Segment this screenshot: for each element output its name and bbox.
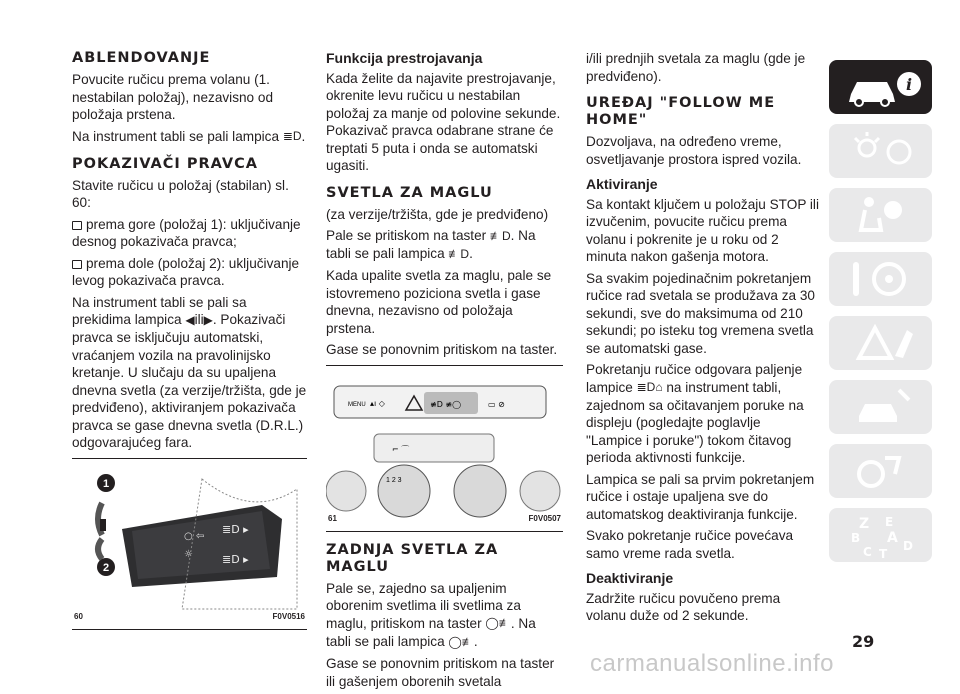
section-heading-ablendovanje: ABLENDOVANJE (72, 50, 211, 66)
page-number: 29 (852, 632, 875, 651)
bullet-icon (72, 260, 82, 269)
rear-fog-icon: ◯≢ (485, 616, 511, 631)
watermark: carmanualsonline.info (590, 650, 834, 677)
paragraph: Pale se pritiskom na taster ≢D. Na tabli se pali lampica ≢D. (326, 227, 563, 263)
index-letter: A (887, 530, 898, 546)
figure-61 (326, 365, 563, 532)
chapter-tabs (829, 60, 932, 572)
dashboard-lights-icon (829, 124, 932, 178)
subheading-aktiviranje: Aktiviranje (586, 176, 658, 192)
index-letter: B (851, 531, 861, 545)
index-letter: C (863, 545, 872, 559)
svg-text:⌐ ⌒: ⌐ ⌒ (392, 444, 410, 454)
stalk-illustration (72, 459, 307, 629)
svg-text:▭ ⊘: ▭ ⊘ (488, 399, 505, 409)
svg-text:≣D ▸: ≣D ▸ (222, 522, 249, 536)
section-heading-prestrojavanje: Funkcija prestrojavanja (326, 50, 483, 66)
paragraph: Stavite ručicu u položaj (stabilan) sl. 60: (72, 177, 289, 211)
warning-triangle-icon (829, 316, 932, 370)
column-1 (72, 50, 307, 630)
index-letter: E (885, 515, 894, 529)
airbag-icon (829, 188, 932, 242)
right-arrow-icon: ▶ (203, 312, 213, 327)
figure-number: 61 (328, 514, 337, 524)
language-index-icon (829, 508, 932, 562)
paragraph: Lampica se pali sa prvim pokretanjem ručice i ostaje upaljena sve do automatskog deaktiviranja funkcije. (586, 471, 815, 522)
svg-text:○ ⇦: ○ ⇦ (184, 530, 205, 542)
bullet-item: prema dole (položaj 2): uključivanje levog pokazivača pravca. (72, 255, 300, 289)
tab-multimedia[interactable] (829, 444, 932, 498)
paragraph: Povucite ručicu prema volanu (1. nestabilan položaj), nezavisno od položaja prstena. (72, 72, 274, 122)
svg-text:▴ı ◇: ▴ı ◇ (370, 398, 385, 408)
paragraph: i/ili prednjih svetala za maglu (gde je predviđeno). (586, 51, 806, 84)
rear-fog-lamp-icon: ◯≢ (448, 634, 474, 649)
tab-index[interactable] (829, 508, 932, 562)
left-arrow-icon: ◀ (185, 312, 195, 327)
section-heading-follow-me-home: UREĐAJ "FOLLOW ME HOME" (586, 95, 776, 128)
front-fog-lamp-icon: ≢D (448, 246, 470, 261)
wrench-car-icon (829, 380, 932, 434)
paragraph: Sa svakim pojedinačnim pokretanjem ručice rad svetala se produžava za 30 sekundi, sve do maksimuma od 210 sekundi; po isteku tog vremena svetla se automatski gase. (586, 270, 815, 356)
paragraph: (za verzije/tržišta, gde je predviđeno) (326, 206, 549, 222)
paragraph: Gase se ponovnim pritiskom na taster ili gašenjem oborenih svetala (326, 656, 555, 689)
figure-number: 60 (74, 612, 83, 622)
front-fog-icon: ≢D (489, 228, 511, 243)
index-letter: Z (859, 516, 870, 532)
svg-text:1 2 3: 1 2 3 (386, 476, 402, 484)
follow-me-home-icon: ≣D⌂ (636, 380, 663, 395)
section-heading-pokazivaci: POKAZIVAČI PRAVCA (72, 155, 258, 172)
column-2 (326, 50, 563, 694)
tab-airbag[interactable] (829, 188, 932, 242)
figure-60 (72, 458, 307, 630)
bag-gear-icon (829, 444, 932, 498)
index-letter: T (879, 547, 888, 561)
paragraph: Zadržite ručicu povučeno prema volanu duže od 2 sekunde. (586, 590, 781, 624)
figure-code: F0V0516 (272, 612, 305, 622)
high-beam-icon: ≣D (282, 129, 302, 144)
index-letter: D (903, 539, 913, 553)
paragraph: Gase se ponovnim pritiskom na taster. (326, 342, 558, 358)
tab-warning[interactable] (829, 316, 932, 370)
menu-button-label: MENU (348, 401, 366, 408)
paragraph: Na instrument tabli se pali sa prekidima lampica ◀ili▶. Pokazivači pravca se isključuju automatski, vraćanjem vozila na pravolinijsko kretanje. U slučaju da su upaljena dnevna svetla (za verzije/tržišta, gde je predviđeno), aktiviranjem pokazivača pravca se gase dnevna svetla (D.R.L.) odgovarajućeg fara. (72, 294, 307, 451)
paragraph: Kada upalite svetla za maglu, pale se istovremeno poziciona svetla i gase dnevna, nezavisno od položaja prstena. (326, 268, 552, 336)
paragraph: Pale se, zajedno sa upaljenim oborenim svetlima ili svetlima za maglu, pritiskom na taster ◯≢. Na tabli se pali lampica ◯≢. (326, 580, 563, 651)
section-heading-svetla-za-maglu: SVETLA ZA MAGLU (326, 184, 493, 201)
subheading-deaktiviranje: Deaktiviranje (586, 570, 674, 587)
column-3 (586, 50, 820, 629)
callout-2: 2 (102, 561, 110, 574)
tab-steering-key[interactable] (829, 252, 932, 306)
tab-dashboard-lights[interactable] (829, 124, 932, 178)
paragraph: Dozvoljava, na određeno vreme, osvetljavanje prostora ispred vozila. (586, 134, 802, 167)
svg-text:≢D ≢◯: ≢D ≢◯ (430, 399, 462, 409)
callout-1: 1 (102, 477, 110, 490)
svg-text:≣D ▸: ≣D ▸ (222, 552, 249, 566)
paragraph: Svako pokretanje ručice povećava samo vreme rada svetla. (586, 528, 794, 561)
svg-text:i: i (905, 75, 913, 94)
car-info-icon (829, 60, 932, 114)
paragraph: Na instrument tabli se pali lampica ≣D. (72, 128, 307, 146)
paragraph: Sa kontakt ključem u položaju STOP ili izvučenim, povucite ručicu prema volanu i pokrenite je u roku od 2 minuta nakon gašenja motora. (586, 196, 819, 264)
tab-car-info[interactable] (829, 60, 932, 114)
paragraph: Kada želite da najavite prestrojavanje, okrenite levu ručicu u nestabilan položaj za manje od polovine sekunde. Pokazivač pravca odabrane strane će treptati 5 puta i onda se automatski ugasiti. (326, 70, 561, 173)
bullet-icon (72, 221, 82, 230)
tab-maintenance[interactable] (829, 380, 932, 434)
svg-text:☼: ☼ (184, 548, 193, 560)
dashboard-buttons-illustration (326, 366, 563, 531)
steering-key-icon (829, 252, 932, 306)
figure-code: F0V0507 (528, 514, 561, 524)
section-heading-zadnja-svetla: ZADNJA SVETLA ZA MAGLU (326, 541, 499, 575)
bullet-item: prema gore (položaj 1): uključivanje desnog pokazivača pravca; (72, 216, 301, 250)
paragraph: Pokretanju ručice odgovara paljenje lampice ≣D⌂ na instrument tabli, zajednom sa očitavanjem poruke na displeju (pogledajte poglavlje "Lampice i poruke") tokom čitavog perioda aktivnosti funkcije. (586, 362, 804, 466)
